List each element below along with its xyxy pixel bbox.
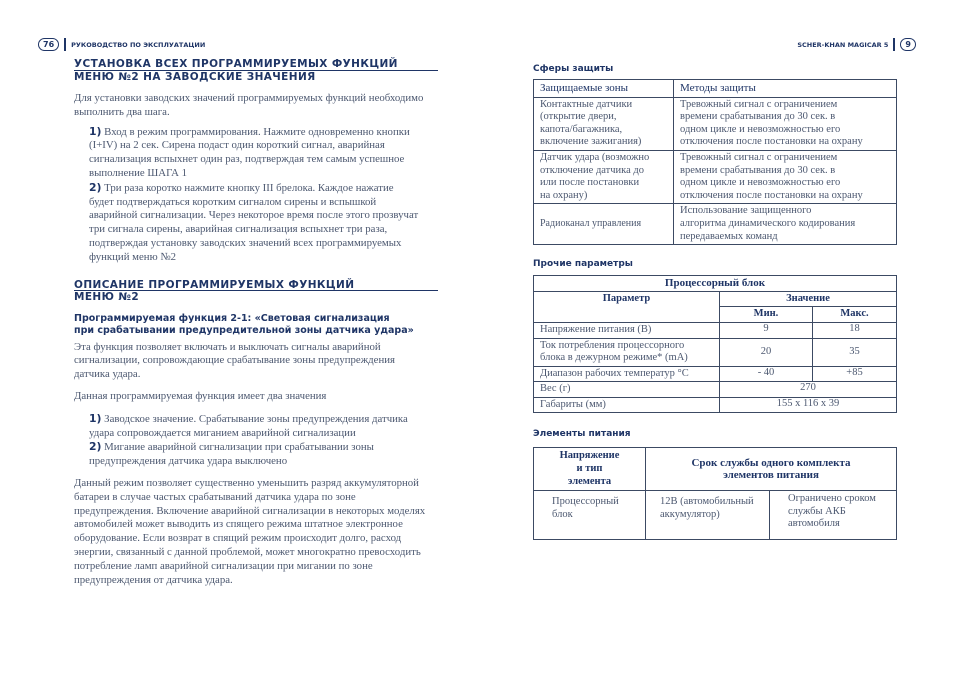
right-page-number: 9 [900,38,916,51]
reset-step-1: 1) Вход в режим программирования. Нажмите одновременно кнопки (I+IV) на 2 сек. Сирена подаст один короткий сигнал, аварийная сигнализация вспыхнет один раз, подтверждая тем самым успешное выполнение ШАГА 1 [89,124,410,179]
table-row [534,366,897,382]
table-row [534,338,897,366]
reset-intro: Для установки заводских значений программируемых функций необходимо выполнить два шага. [74,92,424,118]
right-header-title: SCHER-KHAN MAGICAR 5 [797,40,889,49]
header-divider [893,38,895,51]
function-value-1: 1) Заводское значение. Срабатывание зоны предупреждения датчика удара сопровождается миганием аварийной сигнализации [89,411,408,439]
right-page-header [797,38,916,51]
power-table-heading: Элементы питания [533,429,631,440]
params-header-max: Макс. [813,307,897,323]
power-cell-unit: Процессорный блок [534,491,646,540]
function-desc-2: Данная программируемая функция имеет два значения [74,389,327,402]
power-table [533,447,897,540]
param-min: - 40 [720,366,813,382]
param-value: 270 [720,382,897,398]
section-title-functions: ОПИСАНИЕ ПРОГРАММИРУЕМЫХ ФУНКЦИЙ МЕНЮ №2 [74,279,438,304]
method-cell: Тревожный сигнал с ограничением времени срабатывания до 30 сек. в одном цикле и невозможностью его отключения после постановки на охрану [674,150,897,203]
param-name: Габариты (мм) [534,397,720,413]
param-min: 9 [720,322,813,338]
param-max: 18 [813,322,897,338]
table-row [534,491,897,540]
method-cell: Тревожный сигнал с ограничением времени срабатывания до 30 сек. в одном цикле и невозможностью его отключения после постановки на охрану [674,97,897,150]
param-min: 20 [720,338,813,366]
step-number: 1) [89,124,102,138]
param-max: +85 [813,366,897,382]
protection-table-heading: Сферы защиты [533,64,614,74]
zone-cell: Радиоканал управления [534,204,674,245]
function-value-2: 2) Мигание аварийной сигнализации при срабатывании зоны предупреждения датчика удара выключено [89,440,374,468]
param-name: Ток потребления процессорного блока в дежурном режиме* (mA) [534,338,720,366]
param-max: 35 [813,338,897,366]
power-cell-voltage: 12В (автомобильный аккумулятор) [646,491,770,540]
function-desc-1: Эта функция позволяет включать и выключать сигналы аварийной сигнализации, сопровождающие срабатывание зоны предупреждения датчика удара. [74,340,395,381]
params-header-min: Мин. [720,307,813,323]
zone-cell: Датчик удара (возможно отключение датчика до или после постановки на охрану) [534,150,674,203]
protection-header-methods: Методы защиты [674,80,897,98]
table-row [534,382,897,398]
step-number: 2) [89,180,102,194]
params-table [533,275,897,413]
param-name: Напряжение питания (В) [534,322,720,338]
left-page-content [74,58,438,587]
param-name: Вес (г) [534,382,720,398]
reset-step-2: 2) Три раза коротко нажмите кнопку III брелока. Каждое нажатие будет подтверждаться коротким сигналом сирены и вспышкой аварийной сигнализации. Через некоторое время после этого прозвучат три сигнала сирены, аварийная сигнализация вспыхнет три раза, подтверждая установку заводских значений всех программируемых функций меню №2 [89,180,419,263]
params-table-heading: Прочие параметры [533,259,633,270]
table-row [534,97,897,150]
table-row [534,322,897,338]
method-cell: Использование защищенного алгоритма динамического кодирования передаваемых команд [674,204,897,245]
zone-cell: Контактные датчики (открытие двери, капота/багажника, включение зажигания) [534,97,674,150]
params-header-param: Параметр [534,291,720,322]
power-cell-lifetime: Ограничено сроком службы АКБ автомобиля [770,491,897,540]
table-row [534,397,897,413]
table-row [534,204,897,245]
protection-header-zones: Защищаемые зоны [534,80,674,98]
section-title-factory-reset: УСТАНОВКА ВСЕХ ПРОГРАММИРУЕМЫХ ФУНКЦИЙ МЕНЮ №2 НА ЗАВОДСКИЕ ЗНАЧЕНИЯ [74,58,438,83]
params-header-value: Значение [720,291,897,307]
param-value: 155 x 116 x 39 [720,397,897,413]
function-2-1-title: Программируемая функция 2-1: «Световая сигнализация при срабатывании предупредительной зоны датчика удара» [74,312,414,336]
header-divider [64,38,66,51]
value-number: 2) [89,440,102,454]
params-table-title: Процессорный блок [534,276,897,292]
right-page-content [533,58,897,540]
table-row [534,150,897,203]
power-header-lifetime: Срок службы одного комплекта элементов питания [646,448,897,491]
value-number: 1) [89,411,102,425]
left-page-header [38,38,205,51]
left-header-title: РУКОВОДСТВО ПО ЭКСПЛУАТАЦИИ [71,40,206,49]
protection-table [533,79,897,245]
power-header-type: Напряжение и тип элемента [534,448,646,491]
left-page-number: 76 [38,38,59,51]
function-desc-3: Данный режим позволяет существенно уменьшить разряд аккумуляторной батареи в случае частых срабатываний датчика удара по зоне предупреждения. Включение аварийной сигнализации в некоторых моделях автомобилей может выводить из спящего режима штатное электронное оборудование. Если возврат в спящий режим происходит долго, расход энергии, связанный с данной проблемой, может многократно превосходить потребление ламп аварийной сигнализации при мигании по зоне предупреждения от датчика удара. [74,476,426,586]
param-name: Диапазон рабочих температур °С [534,366,720,382]
